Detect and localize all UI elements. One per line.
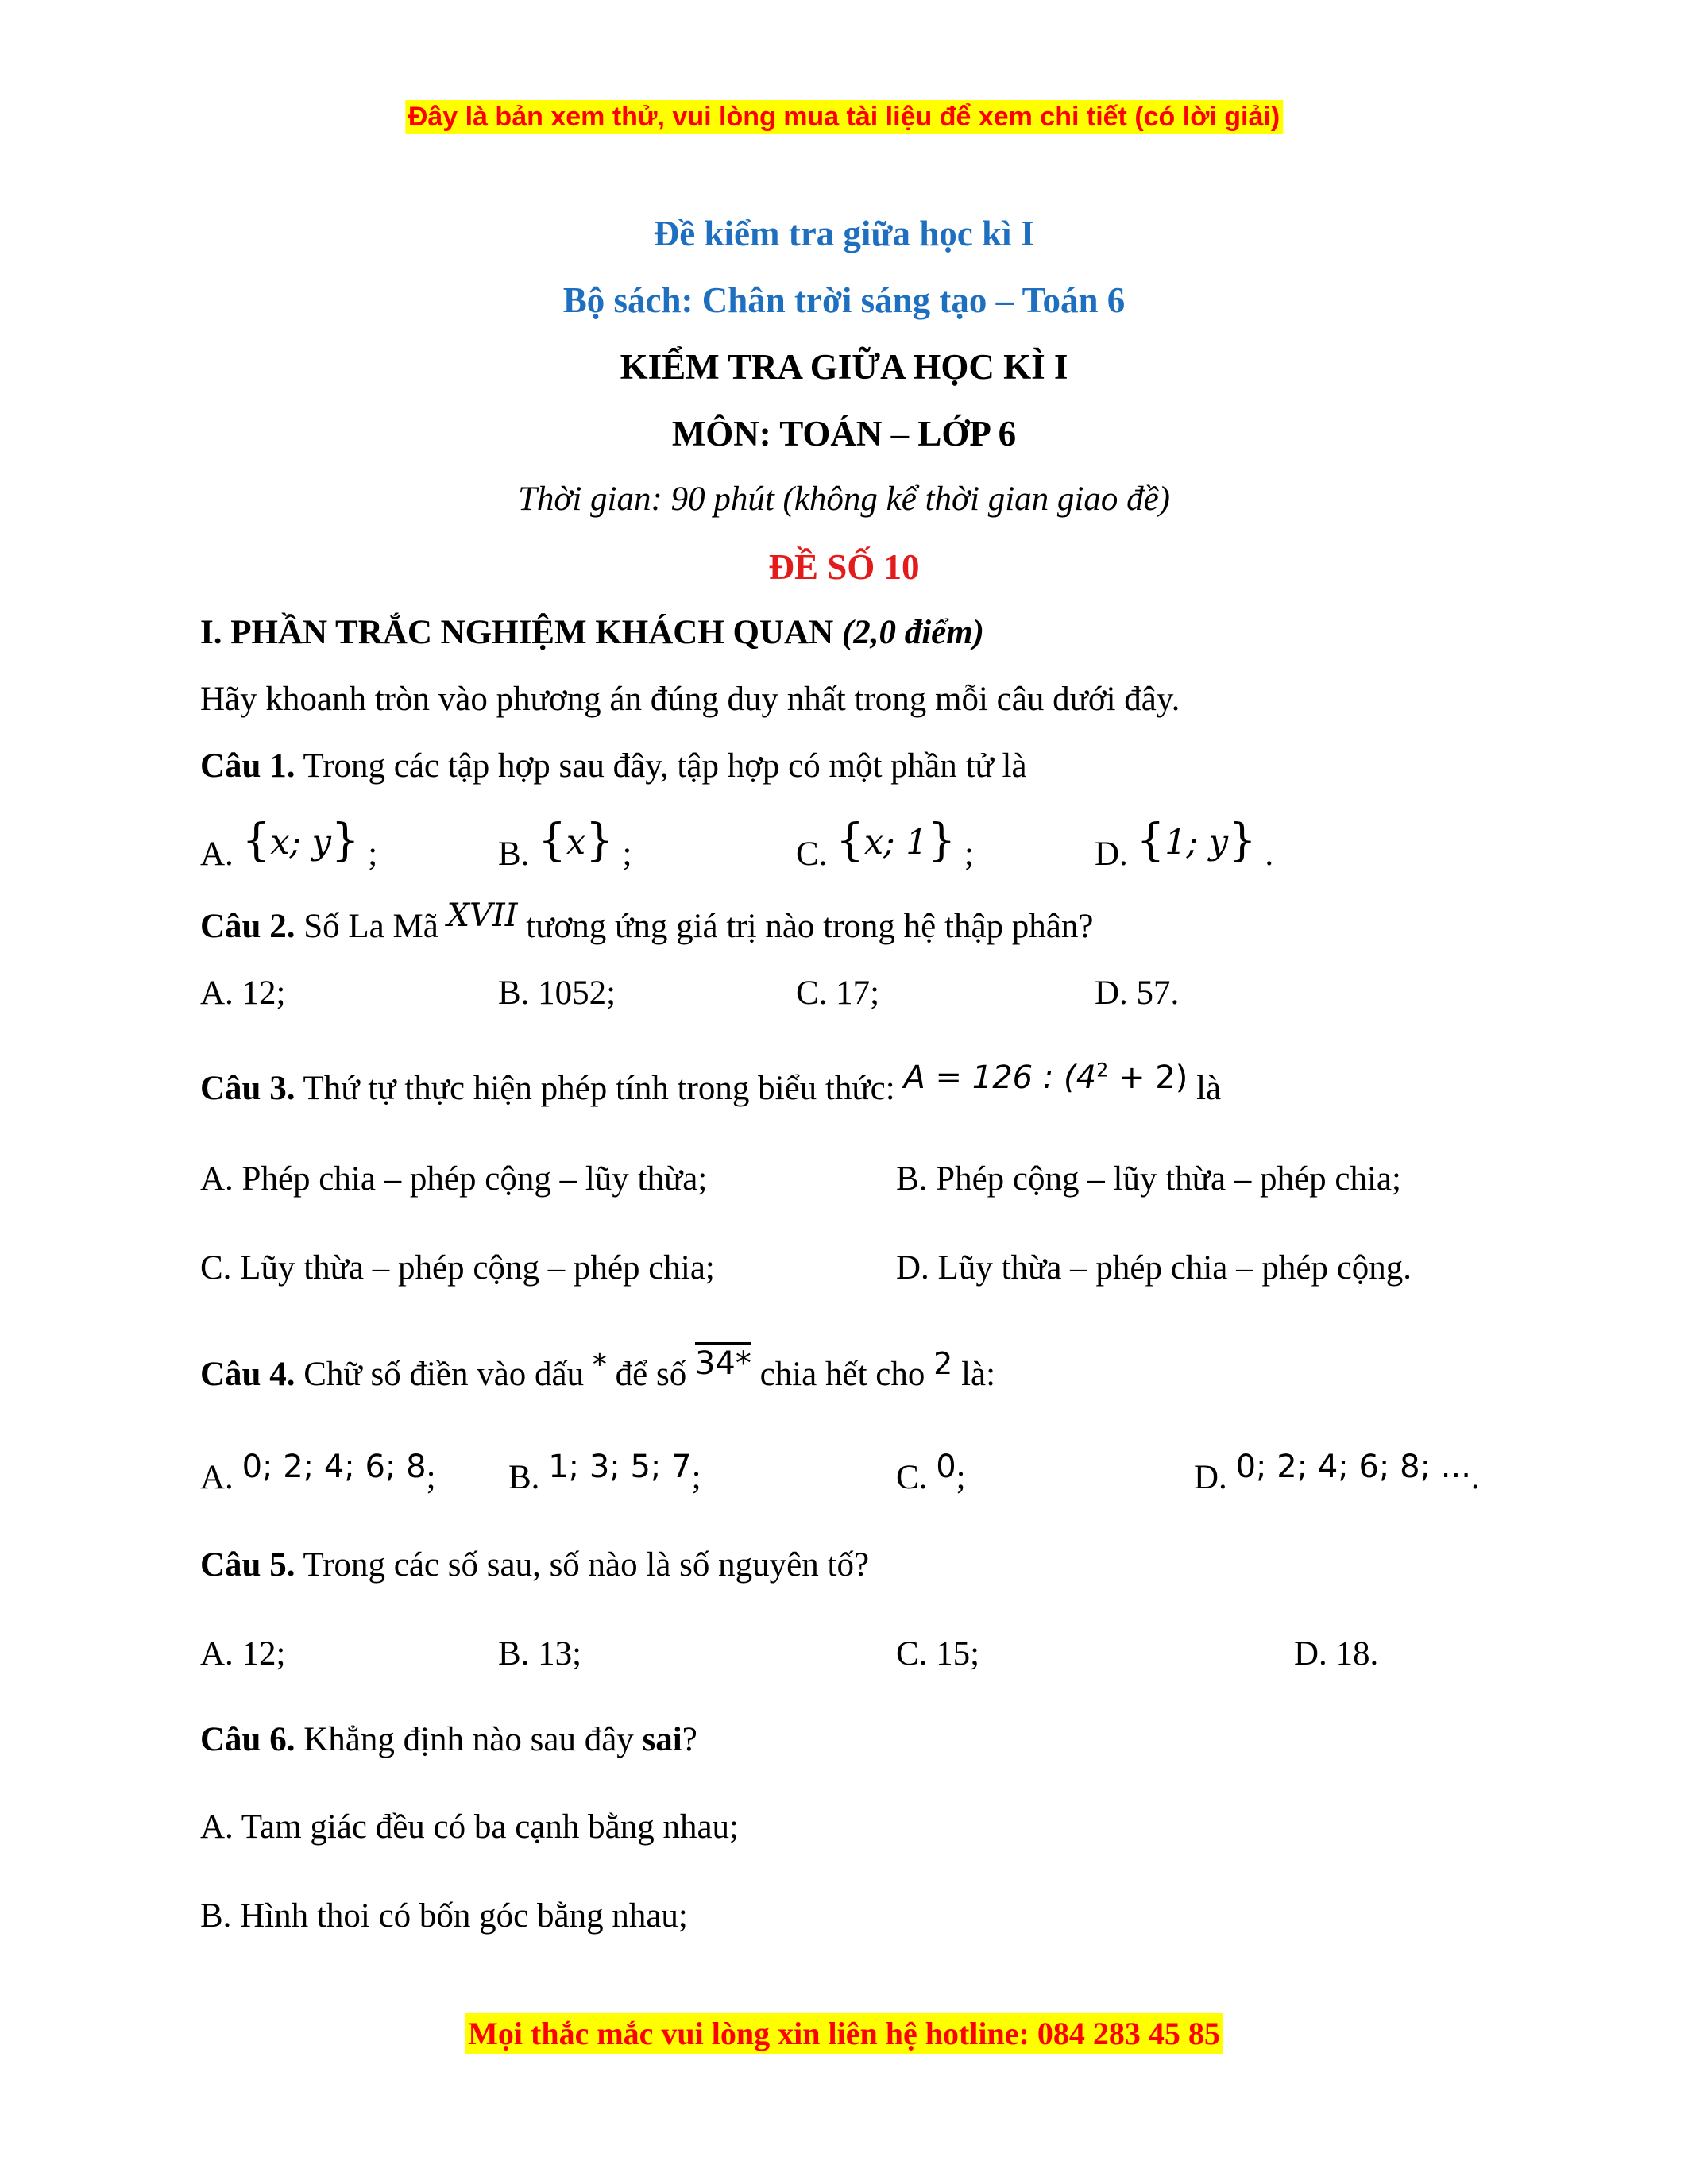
question-5: Câu 5. Trong các số sau, số nào là số nguyên tố?	[200, 1546, 870, 1584]
question-label: Câu 2.	[200, 908, 295, 945]
section-title-text: I. PHẦN TRẮC NGHIỆM KHÁCH QUAN	[200, 614, 842, 651]
doc-title: Đề kiểm tra giữa học kì I	[653, 214, 1035, 253]
q2-option-c[interactable]: C. 17;	[796, 974, 880, 1012]
q6-option-b[interactable]: B. Hình thoi có bốn góc bằng nhau;	[200, 1897, 688, 1935]
question-label: Câu 1.	[200, 747, 295, 785]
q5-option-b[interactable]: B. 13;	[498, 1635, 582, 1673]
q4-option-a[interactable]: A. 0; 2; 4; 6; 8;	[200, 1449, 436, 1496]
q5-option-c[interactable]: C. 15;	[896, 1635, 980, 1673]
q3-option-a[interactable]: A. Phép chia – phép cộng – lũy thừa;	[200, 1160, 708, 1198]
section-points: (2,0 điểm)	[841, 614, 984, 651]
q5-option-d[interactable]: D. 18.	[1294, 1635, 1379, 1673]
section-instruction: Hãy khoanh tròn vào phương án đúng duy nhất trong mỗi câu dưới đây.	[200, 681, 1180, 718]
q1-option-d[interactable]: D. {1; y} .	[1095, 815, 1274, 873]
question-label: Câu 5.	[200, 1546, 295, 1584]
expression-math: A = 126 : $(4^2 + 2)$	[903, 1059, 1188, 1096]
q2-option-a[interactable]: A. 12;	[200, 974, 286, 1012]
question-6: Câu 6. Khẳng định nào sau đây sai?	[200, 1721, 697, 1758]
set-math: {x; 1}	[836, 815, 956, 866]
q5-option-a[interactable]: A. 12;	[200, 1635, 286, 1673]
q4-option-d[interactable]: D. 0; 2; 4; 6; 8; ....	[1194, 1449, 1480, 1496]
set-math: {1; y}	[1136, 815, 1257, 866]
q3-option-d[interactable]: D. Lũy thừa – phép chia – phép cộng.	[896, 1249, 1412, 1287]
question-3: Câu 3. Thứ tự thực hiện phép tính trong biểu thức: A = 126 : $(4^2 + 2)$ là	[200, 1059, 1222, 1107]
question-label: Câu 3.	[200, 1070, 295, 1107]
q6-option-a[interactable]: A. Tam giác đều có ba cạnh bằng nhau;	[200, 1808, 739, 1846]
exam-number: ĐỀ SỐ 10	[768, 547, 920, 587]
divisor-math: 2	[933, 1346, 953, 1381]
set-math: {x}	[538, 815, 614, 866]
q1-option-c[interactable]: C. {x; 1} ;	[796, 815, 974, 873]
hotline-banner: Mọi thắc mắc vui lòng xin liên hệ hotline: 084 283 45 85	[465, 2013, 1223, 2054]
question-label: Câu 6.	[200, 1721, 295, 1758]
q2-option-b[interactable]: B. 1052;	[498, 974, 616, 1012]
question-text: Trong các tập hợp sau đây, tập hợp có một phần tử là	[295, 747, 1027, 785]
q1-option-b[interactable]: B. {x} ;	[498, 815, 632, 873]
exam-time: Thời gian: 90 phút (không kể thời gian giao đề)	[518, 480, 1170, 518]
q4-option-c[interactable]: C. 0;	[896, 1449, 966, 1496]
question-1	[200, 747, 1027, 785]
preview-notice-banner: Đây là bản xem thử, vui lòng mua tài liệu để xem chi tiết (có lời giải)	[405, 100, 1283, 134]
subject-heading: MÔN: TOÁN – LỚP 6	[671, 414, 1017, 453]
number-math: 34*	[694, 1345, 751, 1382]
roman-numeral: XVII	[446, 897, 518, 934]
book-series: Bộ sách: Chân trời sáng tạo – Toán 6	[562, 280, 1126, 320]
emphasis-word: sai	[642, 1721, 682, 1758]
question-label: Câu 4.	[200, 1356, 295, 1393]
section-title	[200, 613, 984, 652]
q2-option-d[interactable]: D. 57.	[1095, 974, 1180, 1012]
q4-option-b[interactable]: B. 1; 3; 5; 7;	[508, 1449, 701, 1496]
question-4: Câu 4. Chữ số điền vào dấu * để số 34* chia hết cho 2 là:	[200, 1345, 996, 1393]
q1-option-a[interactable]: A. {x; y} ;	[200, 815, 378, 873]
q3-option-c[interactable]: C. Lũy thừa – phép cộng – phép chia;	[200, 1249, 715, 1287]
q3-option-b[interactable]: B. Phép cộng – lũy thừa – phép chia;	[896, 1160, 1401, 1198]
question-2: Câu 2. Số La Mã XVII tương ứng giá trị nào trong hệ thập phân?	[200, 897, 1094, 945]
star-symbol: *	[592, 1349, 607, 1381]
exam-heading: KIỂM TRA GIỮA HỌC KÌ I	[620, 347, 1068, 387]
set-math: {x; y}	[241, 815, 360, 866]
